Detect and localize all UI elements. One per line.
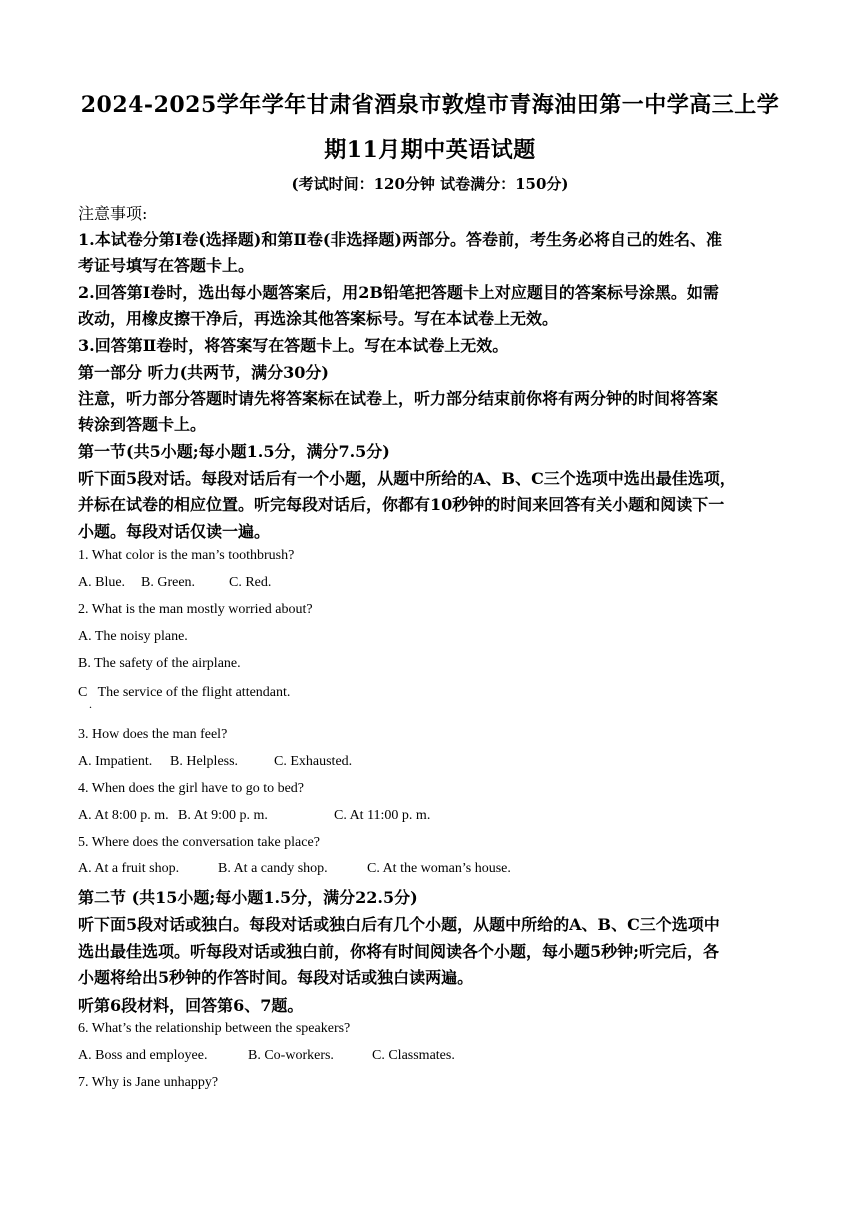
question-1-option-a: A. Blue.	[78, 575, 126, 590]
section2-heading: 第二节 (共15小题;每小题1.5分，满分22.5分)	[78, 888, 418, 907]
notice-item3: 3.回答第Ⅱ卷时，将答案写在答题卡上。写在本试卷上无效。	[78, 336, 509, 355]
section2-instruction-line2: 选出最佳选项。听每段对话或独白前，你将有时间阅读各个小题，每小题5秒钟;听完后，各	[78, 942, 720, 961]
notice-item1-line1: 1.本试卷分第Ⅰ卷(选择题)和第Ⅱ卷(非选择题)两部分。答卷前，考生务必将自己的姓名、准	[78, 230, 722, 249]
question-1-option-c: C. Red.	[229, 575, 272, 590]
question-4-option-a: A. At 8:00 p. m.	[78, 808, 169, 823]
part1-heading: 第一部分 听力(共两节，满分30分)	[78, 363, 329, 382]
document-title-line2: 期11月期中英语试题	[324, 137, 536, 163]
notice-item1-line2: 考证号填写在答题卡上。	[78, 256, 255, 275]
section1-instruction-line2: 并标在试卷的相应位置。听完每段对话后，你都有10秒钟的时间来回答有关小题和阅读下一	[78, 495, 725, 514]
question-2-option-b: B. The safety of the airplane.	[78, 656, 241, 671]
material-6-heading: 听第6段材料，回答第6、7题。	[78, 996, 304, 1015]
question-5-option-b: B. At a candy shop.	[218, 861, 328, 876]
section1-instruction-line1: 听下面5段对话。每段对话后有一个小题，从题中所给的A、B、C三个选项中选出最佳选项，	[78, 469, 736, 488]
section1-heading: 第一节(共5小题;每小题1.5分，满分7.5分)	[78, 442, 390, 461]
question-5-option-c: C. At the woman’s house.	[367, 861, 511, 876]
question-2-option-a: A. The noisy plane.	[78, 629, 188, 644]
question-1-stem: 1. What color is the man’s toothbrush?	[78, 548, 295, 563]
question-2-stray-dot: .	[89, 697, 92, 711]
question-6-option-c: C. Classmates.	[372, 1048, 455, 1063]
notice-heading: 注意事项:	[78, 204, 148, 223]
question-4-option-c: C. At 11:00 p. m.	[334, 808, 431, 823]
question-2-option-c: C The service of the flight attendant.	[78, 685, 291, 700]
question-3-option-a: A. Impatient.	[78, 754, 153, 769]
section2-instruction-line1: 听下面5段对话或独白。每段对话或独白后有几个小题，从题中所给的A、B、C三个选项中	[78, 915, 720, 934]
notice-item2-line1: 2.回答第Ⅰ卷时，选出每小题答案后，用2B铅笔把答题卡上对应题目的答案标号涂黑。如需	[78, 283, 719, 302]
question-3-option-b: B. Helpless.	[170, 754, 239, 769]
question-5-option-a: A. At a fruit shop.	[78, 861, 180, 876]
question-7-stem: 7. Why is Jane unhappy?	[78, 1075, 219, 1090]
document-subtitle: (考试时间：120分钟 试卷满分：150分)	[291, 175, 569, 193]
question-4-stem: 4. When does the girl have to go to bed?	[78, 781, 305, 796]
question-1-options	[78, 575, 786, 591]
section1-instruction-line3: 小题。每段对话仅读一遍。	[78, 522, 271, 541]
question-3-option-c: C. Exhausted.	[274, 754, 353, 769]
part1-note-line2: 转涂到答题卡上。	[78, 415, 207, 434]
question-1-option-b: B. Green.	[141, 575, 196, 590]
question-6-stem: 6. What’s the relationship between the speakers?	[78, 1021, 351, 1036]
question-6-option-a: A. Boss and employee.	[78, 1048, 208, 1063]
question-4-option-b: B. At 9:00 p. m.	[178, 808, 268, 823]
notice-item2-line2: 改动，用橡皮擦干净后，再选涂其他答案标号。写在本试卷上无效。	[78, 309, 559, 328]
section2-instruction-line3: 小题将给出5秒钟的作答时间。每段对话或独白读两遍。	[78, 968, 474, 987]
document-title-line1: 2024-2025学年学年甘肃省酒泉市敦煌市青海油田第一中学高三上学	[80, 92, 780, 118]
question-2-stem: 2. What is the man mostly worried about?	[78, 602, 313, 617]
question-6-option-b: B. Co-workers.	[248, 1048, 334, 1063]
question-5-stem: 5. Where does the conversation take place?	[78, 835, 320, 850]
question-3-options	[78, 754, 786, 770]
part1-note-line1: 注意，听力部分答题时请先将答案标在试卷上，听力部分结束前你将有两分钟的时间将答案	[78, 389, 719, 408]
question-3-stem: 3. How does the man feel?	[78, 727, 228, 742]
question-4-options	[78, 808, 786, 824]
question-6-options	[78, 1048, 786, 1064]
question-5-options	[78, 861, 786, 877]
